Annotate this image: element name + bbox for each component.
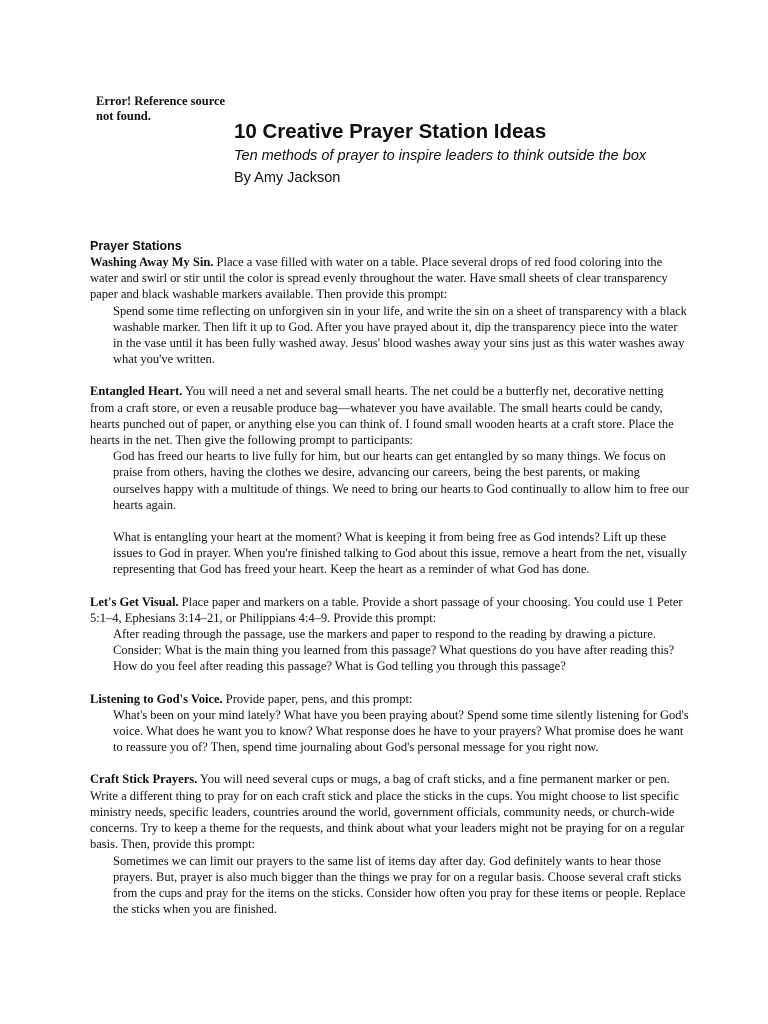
station-intro-text: Place paper and markers on a table. Provide a short passage of your choosing. You could use 1 Peter 5:1–4, Ephesians 3:14–21, or Philippians 4:4–9. Provide this prompt: <box>90 594 683 625</box>
station-intro-text: You will need several cups or mugs, a bag of craft sticks, and a fine permanent marker or pen. Write a different thing to pray for on each craft stick and place the sticks in the cups. You might choose to list specific ministry needs, specific leaders, countries around the world, government officials, community needs, or church-wide concerns. Try to keep a theme for the requests, and think about what your leaders might not be praying for on a regular basis. Then, provide this prompt: <box>90 772 685 852</box>
document-body <box>90 238 690 933</box>
station-intro-text: Provide paper, pens, and this prompt: <box>222 691 413 706</box>
station-name: Entangled Heart. <box>90 384 183 399</box>
station-prompt-continued: What is entangling your heart at the moment? What is keeping it from being free as God intends? Lift up these issues to God in prayer. When you're finished talking to God about this issue, remove a heart from the net, visually representing that God has freed your heart. Keep the heart as a reminder of what God has done. <box>113 530 687 577</box>
station-listening-to-gods-voice <box>90 691 690 756</box>
station-name: Washing Away My Sin. <box>90 255 214 269</box>
station-washing-away-my-sin <box>90 254 690 367</box>
station-prompt: God has freed our hearts to live fully for him, but our hearts can get entangled by so many things. We focus on praise from others, having the clothes we desire, advancing our careers, being the best parents, or making ourselves happy with a multitude of things. We need to bring our hearts to God continually to allow him to free our hearts again. <box>113 449 689 512</box>
station-intro-text: You will need a net and several small hearts. The net could be a butterfly net, decorative netting from a craft store, or even a reusable produce bag—whatever you have available. The small hearts could be candy, hearts punched out of paper, or anything else you can think of. I found small wooden hearts at a craft store. Place the hearts in the net. Then give the following prompt to participants: <box>90 384 674 448</box>
author-byline: By Amy Jackson <box>234 170 341 186</box>
station-intro <box>90 383 690 448</box>
station-prompt: Spend some time reflecting on unforgiven sin in your life, and write the sin on a sheet of transparency with a black washable marker. Then lift it up to God. After you have prayed about it, dip the transparency piece into the water in the vase until it has been fully washed away. Jesus' blood washes away your sins just as this water washes away what you've written. <box>113 303 687 367</box>
station-name: Craft Stick Prayers. <box>90 772 198 787</box>
station-intro-text: Place a vase filled with water on a table. Place several drops of red food coloring into the water and swirl or stir until the color is spread evenly throughout the water. Have small sheets of clear transparency paper and black washable markers available. Then provide this prompt: <box>90 255 668 302</box>
station-intro <box>90 254 690 303</box>
station-craft-stick-prayers <box>90 771 690 917</box>
station-prompt: After reading through the passage, use the markers and paper to respond to the reading by drawing a picture. Consider: What is the main thing you learned from this passage? What questions do you have after reading this? How do you feel after reading this passage? What is God telling you through this passage? <box>113 627 675 674</box>
station-name: Let's Get Visual. <box>90 594 179 609</box>
station-prompt: Sometimes we can limit our prayers to the same list of items day after day. God definitely wants to hear those prayers. But, prayer is also much bigger than the things we pray for on a regular basis. Choose several craft sticks from the cups and pray for the items on the sticks. Consider how often you pray for these items or people. Replace the sticks when you are finished. <box>113 853 686 917</box>
station-entangled-heart <box>90 383 690 577</box>
error-reference-note: Error! Reference source not found. <box>96 94 226 123</box>
station-name: Listening to God's Voice. <box>90 691 223 706</box>
station-intro <box>90 771 690 852</box>
station-intro <box>90 594 690 626</box>
station-intro <box>90 691 690 707</box>
document-title: 10 Creative Prayer Station Ideas <box>234 120 547 143</box>
document-subtitle: Ten methods of prayer to inspire leaders to think outside the box <box>234 148 647 164</box>
station-prompt: What's been on your mind lately? What have you been praying about? Spend some time silently listening for God's voice. What does he want you to know? What response does he have to your prayers? What promise does he want to reassure you of? Then, spend time journaling about God's personal message for you right now. <box>113 707 689 755</box>
station-lets-get-visual <box>90 594 690 675</box>
section-heading: Prayer Stations <box>90 239 182 253</box>
